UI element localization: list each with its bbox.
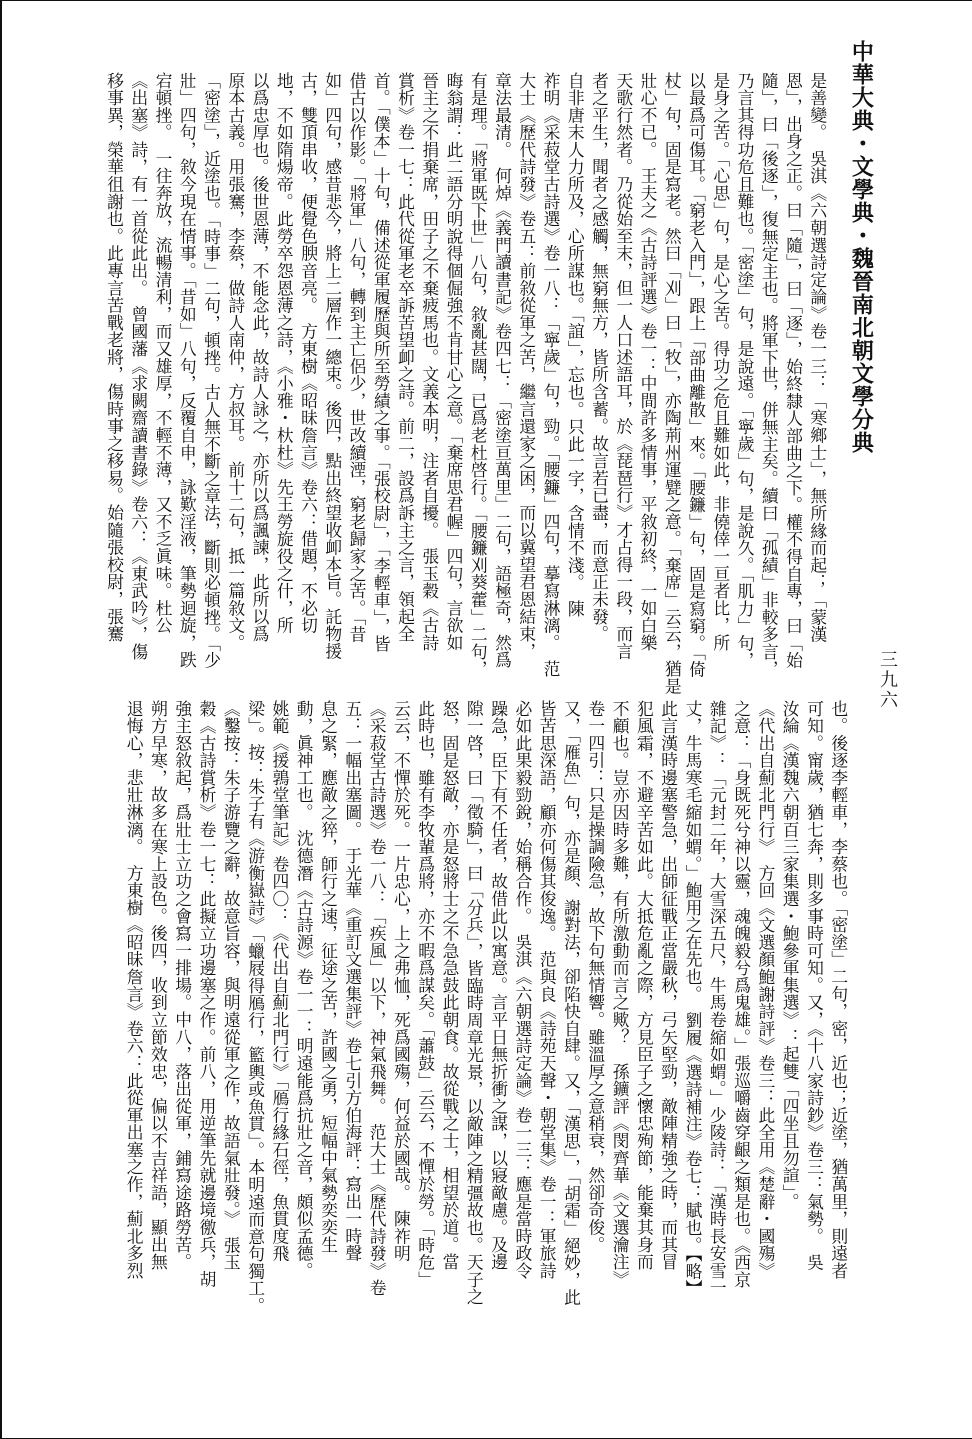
upper-text-column: 晉主之不捐棄席，田子之不棄疲馬也。文義本明，注者自擾。 張玉穀《古詩 [419,72,440,652]
lower-text-column: 《采菽堂古詩選》卷一八：「疾風」以下，神氣飛舞。 范大士《歷代詩發》卷 [367,700,388,1297]
lower-text-column: 朔方早寒，故多在寒上設色。後四，收到立節效忠，偏以不吉祥語，顯出無 [148,700,169,1271]
upper-text-column: 以最爲可傷耳。「窮老入門」，跟上「部曲離散」來。「腰鐮」句，固是寫窮。「倚 [686,72,707,679]
upper-text-column: 原本古義。用張騫，李蔡，做詩人南仲，方叔耳。 前十二句，抵一篇敘文。 [225,72,246,652]
lower-text-column: 梁」。按：朱子有《游衡嶽詩》「蠟屐得鴈行，籃輿或魚貫」。本明遠而意句獨工。 [245,700,266,1315]
upper-text-column: 杖」句，固是寫老。然曰「刈」曰「牧」，亦陶荊州運甓之意。「棄席」云云，猶是 [662,72,683,695]
upper-text-column: 「密塗」，近塗也。「時事」二句，頓挫。古人無不斷之章法，斷則必頓挫。「少 [201,72,222,670]
lower-text-column: 怒，固是怒敵，亦是怒將士之不急急鼓此朝食。故從戰之士，相望於道。當 [439,700,460,1271]
upper-text-column: 是身之苦。「心思」句，是心之苦。得功之危且難如此，非僥倖一亘者比，所 [710,72,731,652]
lower-text-column: 姚範《援鶉堂筆記》卷四〇：《代出自薊北門行》「鴈行緣石徑，魚貫度飛 [269,700,290,1263]
upper-text-column: 者之平生，聞者之感觸，無窮無方，皆所含蓄。故言若已盡，而意正未發。 [589,72,610,643]
upper-text-column: 《出塞》詩，有一首從此出。 曾國藩《求闕齋讀書錄》卷六：《東武吟》，傷 [128,72,149,661]
upper-text-column: 賞析》卷一七：此代從軍老卒訴苦望卹之詩。前二，設爲訴主之言，領起全 [395,72,416,643]
lower-text-column: 必如此果毅勁銳，始稱合作。 吳淇《六朝選詩定論》卷一三：應是當時政令 [512,700,533,1280]
lower-text-column: 強主怒敘起，爲壯士立功之會寫一排場。中八，落出從軍，鋪寫途路勞苦。 [172,700,193,1271]
lower-text-column: 躁急，臣下有不任者，故借此以寓意。言平日無折衝之謀，以寢敵慮。及邊 [488,700,509,1271]
lower-text-column: 《代出自薊北門行》 方回《文選顏鮑謝詩評》卷三：此全用《楚辭・國殤》 [755,700,776,1280]
lower-text-column: 也。後逐李輕車，李蔡也。「密塗」二句，密，近也；近塗，猶萬里，則遠者 [828,700,849,1280]
upper-text-column: 有是理。「將軍既下世」八句，敘亂甚闊，已爲老杜啓行。「腰鐮刈葵藿」二句， [468,72,489,678]
lower-text-column: 卷一四引：只是操調險急，故下句無情響。雖溫厚之意稍衰，然卻奇俊。 [585,700,606,1254]
lower-text-column: 穀《古詩賞析》卷一七：此擬立功邊塞之作。前八，用逆筆先就邊境徼兵，胡 [196,700,217,1288]
lower-text-column: 犯風霜，不避辛苦如此。大抵危亂之際，方見臣子之懷忠殉節，能棄其身而 [634,700,655,1271]
upper-text-column: 晦翁謂：此二語分明說得個倔強不肯甘心之意。「棄席思君幄」四句，言欲如 [444,72,465,652]
upper-text-column: 如」四句，感昔悲今，將上二層作一總束。後四，點出終望收卹本旨。託物援 [322,72,343,660]
lower-text-column: 又，「雁魚」句，亦是顏、謝對法，卻陷快自肆。又，「漢思」，「胡霜」絕妙，此 [561,700,582,1307]
upper-text-column: 乃言其得功危且難也。「密塗」句，是說遠。「寧歲」句，是說久。「肌力」句， [735,72,756,670]
upper-text-column: 章法最清。 何焯《義門讀書記》卷四七：「密塗亘萬里」二句，語極奇，然爲 [492,72,513,669]
upper-text-column: 天歌行然者。乃從始至末，但一人口述語耳，於《琵琶行》才占得一段，而言 [613,72,634,660]
lower-text-column: 此言漢時邊塞警急，出師征戰正當嚴秋，弓矢堅勁，敵陣精強之時，而其冒 [658,700,679,1271]
lower-text-column: 此時也，雖有李牧輩爲將，亦不暇爲謀矣。「蕭鼓」云云，不憚於勞。「時危」 [415,700,436,1289]
page-top-edge [0,0,972,1]
lower-text-column: 之意：「身既死兮神以靈，魂魄毅兮爲鬼雄。」張巡嚼齒穿齦之類是也。《西京 [731,700,752,1289]
lower-text-column: 汝綸《漢魏六朝百三家集選・鮑參軍集選》：起雙「四坐且勿諠」。 [780,700,801,1211]
upper-text-column: 以爲忠厚也。後世恩薄，不能念此，故詩人詠之，亦所以爲諷諫，此所以爲 [250,72,271,643]
upper-text-column: 隨」，曰「後逐」，復無定主也。將軍下世，併無主矣。續曰「孤績」非較多言， [759,72,780,678]
upper-text-column: 首。「僕本」十句，備述從軍履歷與所至勞績之事。「張校尉」，「李輕車」，皆 [371,72,392,653]
upper-text-column: 自非唐末人力所及，心所謀也。「誼」，忘也。只此一字，含情不淺。 陳 [565,72,586,618]
lower-text-column: 退悔心，悲壯淋漓。 方東樹《昭昧詹言》卷六：此從軍出塞之作，薊北多烈 [124,700,145,1280]
upper-text-column: 古，雙頂串收，便覺色腴音亮。 方東樹《昭昧詹言》卷六：借題，不必切 [298,72,319,635]
upper-text-column: 祚明《采菽堂古詩選》卷一八：「寧歲」句，勁。「腰鐮」四句，摹寫淋漓。 范 [541,72,562,678]
upper-text-column: 壯」四句，敘今現在情事。「昔如」八句，反覆自申，詠歎淫液，筆勢迴旋，跌 [177,72,198,669]
upper-text-column: 壯心不已。 王夫之《古詩評選》卷一：中間許多情事，平敘初終，一如白樂 [638,72,659,652]
lower-text-column: 五：一幅出塞圖。 于光華《重訂文選集評》卷七引方伯海評：寫出一時聲 [342,700,363,1263]
upper-text-column: 借古以作影。「將軍」八句，轉到主亡侶少，世改續湮，窮老歸家之苦。「昔 [347,72,368,644]
book-title: 中華大典・文學典・魏晉南北朝文學分典 [848,40,875,454]
lower-text-column: 丈，牛馬寒毛縮如蝟。」鮑用之在先也。 劉履《選詩補注》卷七：賦也。【略】 [682,700,703,1298]
lower-text-column: 雜記》：「元封二年，大雪深五尺，牛馬卷縮如蝟。」少陵詩：「漢時長安雪一 [707,700,728,1297]
upper-text-column: 地，不如隋煬帝。此勞卒怨恩薄之詩，《小雅・杕杜》先王勞旋役之什，所 [274,72,295,635]
page-number: 三九六 [877,650,898,710]
lower-text-column: 隙一啓，曰「徵騎」，曰「分兵」，皆臨時周章光景，以敵陣之精彊故也。天子之 [464,700,485,1306]
upper-text-column: 宕頓挫。 一往奔放，流暢清利，而又雄厚，不輕不薄，又不乏眞味。杜公 [153,72,174,635]
lower-text-column: 皆苦思深語，顧亦何傷其俊逸。 范與良《詩苑天聲・朝堂集》卷一：軍旅詩 [537,700,558,1280]
upper-text-column: 移事異，榮華徂謝也。此專言苦戰老將，傷時事之移易。始隨張校尉，張騫 [104,72,125,643]
lower-text-column: 《鑿按：朱子游覽之辭，故意旨容，與明遠從軍之作，故語氣壯發。》 張玉 [221,700,242,1272]
lower-text-column: 不顧也。豈亦因時多難，有所激動而言之歟？ 孫鑛評《閔齊華《文選瀹注》 [610,700,631,1288]
lower-text-column: 動，眞神工也。 沈德潛《古詩源》卷一一：明遠能爲抗壯之音，頗似孟德。 [294,700,315,1280]
upper-text-column: 大士《歷代詩發》卷五：前敘從軍之苦，繼言還家之困，而以冀望君恩結束， [516,72,537,660]
page-left-edge [0,0,2,1439]
lower-text-column: 息之緊，應敵之猝，師行之速，征途之苦，許國之勇，短幅中氣勢奕奕生 [318,700,339,1254]
upper-text-column: 是善變。 吳淇《六朝選詩定論》卷一三：「寒鄉士」，無所緣而起；「蒙漢 [807,72,828,644]
upper-text-column: 恩」，出身之正。曰「隨」，曰「逐」，始終隸人部曲之下。權不得自專，曰「始 [783,72,804,670]
lower-text-column: 云云，不憚於死。一片忠心，上之弗恤，死爲國殤，何益於國哉。 陳祚明 [391,700,412,1263]
lower-text-column: 可知。甯歲，猶七奔，則多事時可知。又，《十八家詩鈔》卷三：氣勢。 吳 [804,700,825,1272]
